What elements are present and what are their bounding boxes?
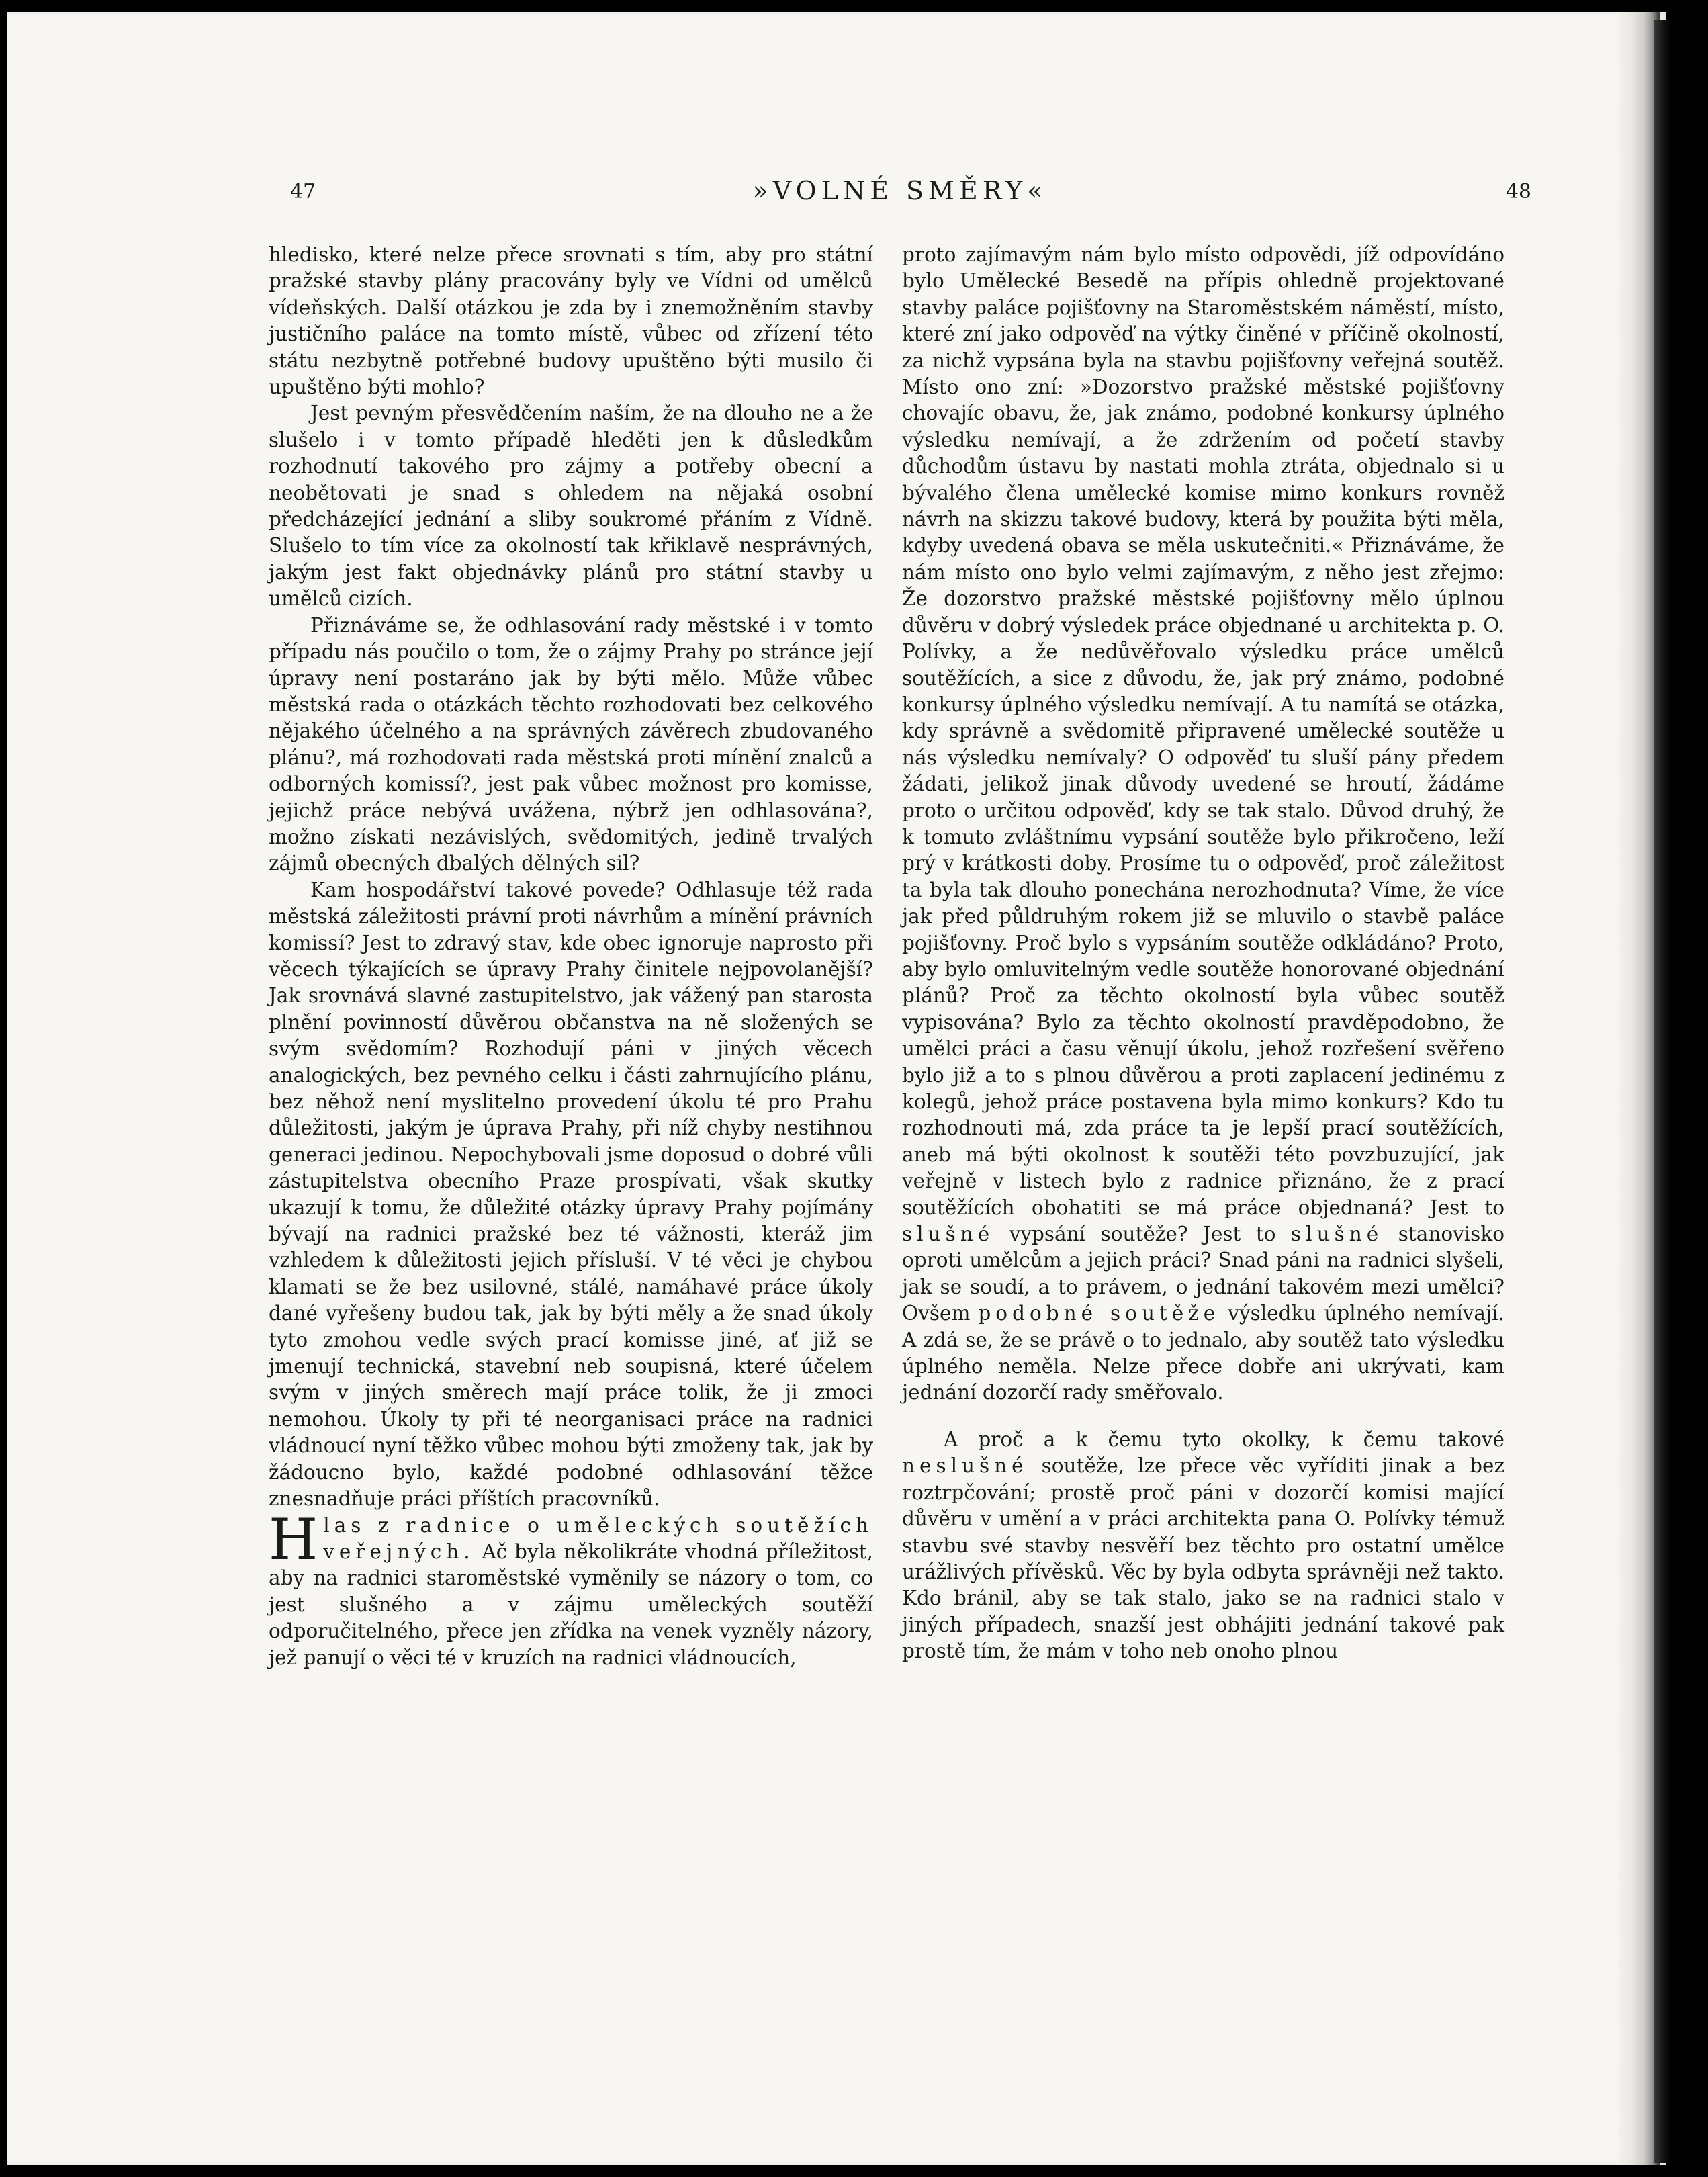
paragraph-text: soutěže, lze přece věc vyříditi jinak a bez roztrpčování; prostě proč páni v dozorčí komisi mající důvěru v umění a v práci architekta pana O. Polívky témuž stavbu své stavby nesvěří bez těchto pro ostatní umělce urážlivých přívěsků. Věc by byla odbyta správněji než takto. Kdo bránil, aby se tak stalo, jako se na radnici stalo v jiných případech, snazší jest obhájiti jednání takové pak prostě tím, že mám v toho neb onoho plnou: [902, 1454, 1504, 1663]
binding-edge: [1654, 20, 1671, 2163]
paragraph-text: výsledku úplného nemívají. A zdá se, že se právě o to jednalo, aby soutěž tato výsledku úplného neměla. Nelze přece dobře ani ukrývati, kam jednání dozorčí rady směřovalo.: [902, 1302, 1504, 1405]
emphasis: slušné: [1291, 1223, 1384, 1246]
paragraph: Ač byla několikráte vhodná příležitost, aby na radnici staroměstské vyměnily se názory o tom, co jest slušného a v zájmu uměleckých soutěží odporučitelného, přece jen zřídka na venek vyzněly názory, jež panují o věci té v kruzích na radnici vládnoucích,: [269, 1540, 873, 1669]
journal-title: »VOLNÉ SMĚRY«: [752, 176, 1048, 206]
paragraph: Jest pevným přesvědčením naším, že na dlouho ne a že slušelo i v tomto případě hleděti jen k důsledkům rozhodnutí takového pro zájmy a potřeby obecní a neobětovati je snad s ohledem na nějaká osobní předcházející jednání a sliby soukromé přáním z Vídně. Slušelo to tím více za okolností tak křiklavě nesprávných, jakým jest fakt objednávky plánů pro státní stavby u umělců cizích.: [269, 402, 873, 611]
section-heading: [269, 1506, 873, 1671]
emphasis: neslušné: [902, 1454, 1028, 1478]
paragraph: hledisko, které nelze přece srovnati s tím, aby pro státní pražské stavby plány pracovány byly ve Vídni od umělců vídeňských. Další otázkou je zda by i znemožněním stavby justičního paláce na tomto místě, vůbec od zřízení této státu nezbytně potřebné budovy upuštěno býti musilo či upuštěno býti mohlo?: [269, 243, 873, 399]
paragraph-text: proto zajímavým nám bylo místo odpovědi, jíž odpovídáno bylo Umělecké Besedě na přípis ohledně projektované stavby paláce pojišťovny na Staroměstském náměstí, místo, které zní jako odpověď na výtky činěné v příčině okolností, za nichž vypsána byla na stavbu pojišťovny veřejná soutěž. Místo ono zní: »Dozorstvo pražské městské pojišťovny chovajíc obavu, že, jak známo, podobné konkursy úplného výsledku nemívají, a že zdržením od početí stavby důchodům ústavu by nastati mohla ztráta, objednalo si u bývalého člena umělecké komise mimo konkurs rovněž návrh na skizzu takové budovy, která by použita býti měla, kdyby uvedená obava se měla uskutečniti.« Přiznáváme, že nám místo ono bylo velmi zajímavým, z něho jest zřejmo: Že dozorstvo pražské městské pojišťovny mělo úplnou důvěru v dobrý výsledek práce objednané u architekta p. O. Polívky, a že nedůvěřovalo výsledku práce umělců soutěžících, a sice z důvodu, že, jak prý známo, podobné konkursy úplného výsledku nemívají. A tu namítá se otázka, kdy správně a svědomitě připravené umělecké soutěže u nás výsledku nemívaly? O odpověď tu sluší pány předem žádati, jelikož jinak důvody uvedené se hroutí, žádáme proto o určitou odpověď, kdy se tak stalo. Důvod druhý, že k tomuto zvláštnímu vypsání soutěže bylo přikročeno, leží prý v krátkosti doby. Prosíme tu o odpověď, proč záležitost ta byla tak dlouho ponechána nerozhodnuta? Víme, že více jak před půldruhým rokem již se mluvilo o stavbě paláce pojišťovny. Proč bylo s vypsáním soutěže odkládáno? Proto, aby bylo omluvitelným vedle soutěže honorované objednání plánů? Proč za těchto okolností byla vůbec soutěž vypisována? Bylo za těchto okolností pravděpodobno, že umělci práci a času věnují úkolu, jehož rozřešení svěřeno bylo již a to s plnou důvěrou a proti zaplacení jedinému z kolegů, jehož práce postavena byla mimo konkurs? Kdo tu rozhodnouti má, zda práce ta je lepší prací soutěžících, aneb má býti okolnost k soutěži této povzbuzující, jak veřejně v listech bylo z radnice přiznáno, že z prací soutěžících obohatiti se má práce objednaná? Jest to: [902, 243, 1504, 1219]
emphasis: podobné soutěže: [978, 1302, 1220, 1325]
drop-cap: H: [269, 1506, 318, 1572]
column-right: [902, 242, 1504, 1665]
emphasis: slušné: [902, 1223, 995, 1246]
paragraph: [902, 1427, 1504, 1665]
paragraph: Kam hospodářství takové povede? Odhlasuje též rada městská záležitosti právní proti návrhům a mínění právních komissí? Jest to zdravý stav, kde obec ignoruje naprosto při věcech týkajících se úpravy Prahy činitele nejpovolanější? Jak srovnává slavné zastupitelstvo, jak vážený pan starosta plnění povinností důvěrou občanstva na ně složených se svým svědomím? Rozhodují páni v jiných věcech analogických, bez pevného celku i části zahrnujícího plánu, bez něhož není myslitelno provedení úkolu té pro Prahu důležitosti, jakým je úprava Prahy, při níž chyby nestihnou generaci jedinou. Nepochybovali jsme doposud o dobré vůli zástupitelstva obecního Praze prospívati, však skutky ukazují k tomu, že důležité otázky úpravy Prahy pojímány bývají na radnici pražské bez té vážnosti, kteráž jim vzhledem k důležitosti jejich přísluší. V té věci je chybou klamati se že bez usilovné, stálé, namáhavé práce úkoly dané vyřešeny budou tak, jak by býti měly a že snad úkoly tyto zmohou vedle svých prací komisse jiné, ať již se jmenují technická, stavební neb soupisná, které účelem svým v jiných směrech mají práce tolik, že ji zmoci nemohou. Úkoly ty při té neorganisaci práce na radnici vládnoucí nyní těžko vůbec mohou býti zmoženy tak, jak by žádoucno bylo, každé podobné odhlasování těžce znesnadňuje práci příštích pracovníků.: [269, 878, 873, 1511]
paragraph: [902, 242, 1504, 1407]
section-heading-text: las z radnice o uměleckých soutěžích veřejných.: [323, 1513, 873, 1563]
column-left: [269, 242, 873, 1671]
paragraph-text: vypsání soutěže? Jest to: [1009, 1223, 1276, 1246]
paragraph-text: A proč a k čemu tyto okolky, k čemu takové: [944, 1427, 1504, 1451]
running-head: [269, 176, 1531, 207]
page-number-left: 47: [290, 180, 316, 204]
page-number-right: 48: [1505, 180, 1531, 204]
paragraph-text: stanovisko oproti umělcům a jejich práci? Snad páni na radnici slyšeli, jak se soudí, a to právem, o jednání takovém mezi umělci? Ovšem: [902, 1223, 1504, 1325]
paragraph: Přiznáváme se, že odhlasování rady městské i v tomto případu nás poučilo o tom, že o zájmy Prahy po stránce její úpravy není postaráno jak by býti mělo. Může vůbec městská rada o otázkách těchto rozhodovati bez celkového nějakého účelného a na správných závěrech zbudovaného plánu?, má rozhodovati rada městská proti mínění znalců a odborných komissí?, jest pak vůbec možnost pro komisse, jejichž práce nebývá uvážena, nýbrž jen odhlasována?, možno získati nezávislých, svědomitých, jedině trvalých zájmů obecných dbalých dělných sil?: [269, 613, 873, 875]
